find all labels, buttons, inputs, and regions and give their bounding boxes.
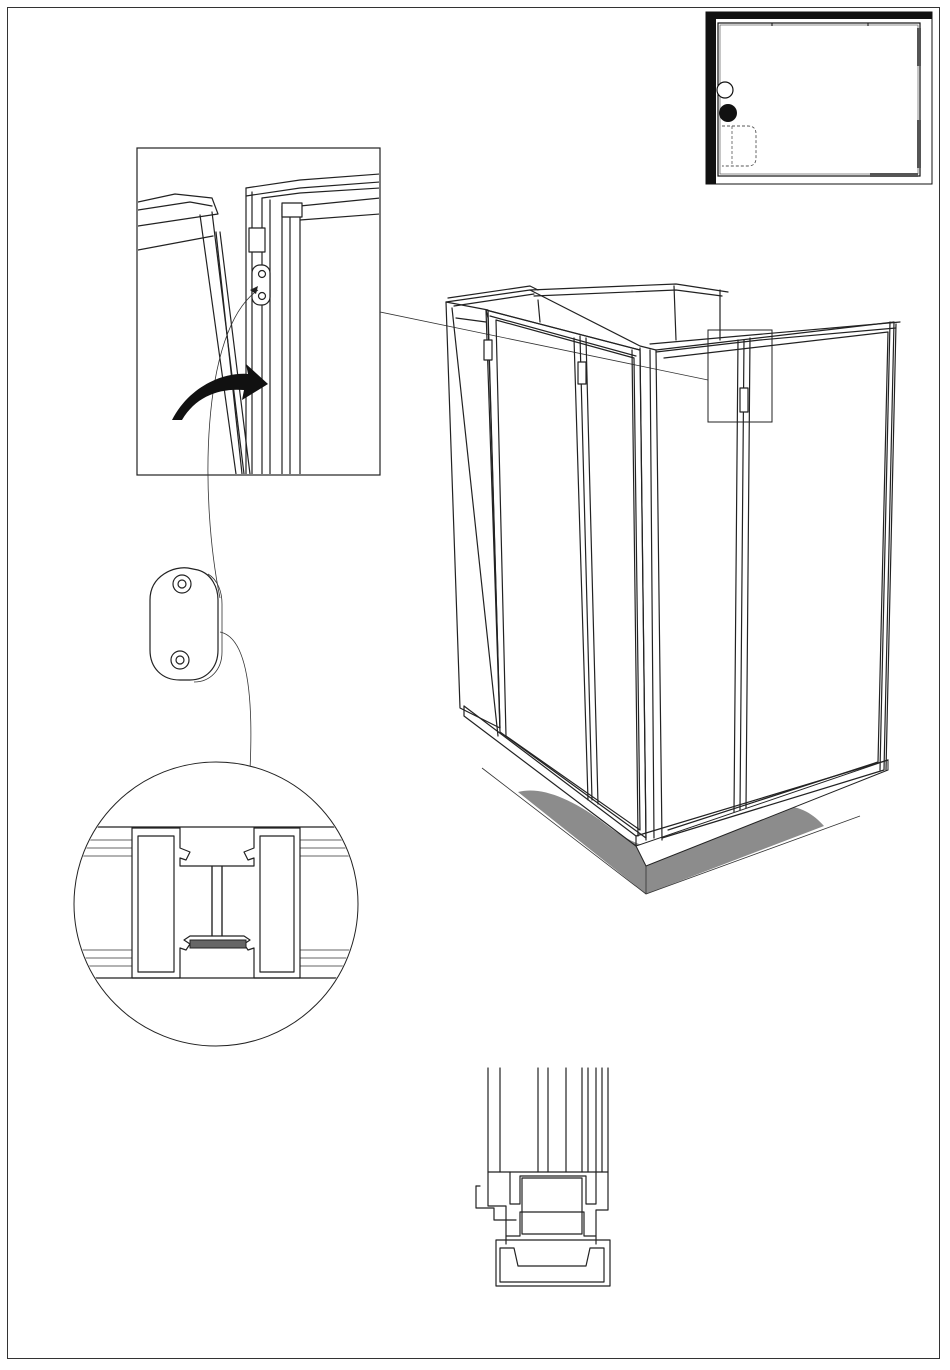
detail-box xyxy=(137,148,380,598)
circular-section-view xyxy=(74,762,360,1046)
oval-bracket-icon xyxy=(150,568,222,682)
callout-line xyxy=(380,312,708,380)
gasket-strip xyxy=(190,940,246,948)
bottom-profile-section xyxy=(476,1068,610,1286)
plan-view-diagram xyxy=(706,12,932,184)
shower-enclosure-assembly xyxy=(446,284,900,894)
filled-circle-marker xyxy=(719,104,737,122)
open-circle-marker xyxy=(717,82,733,98)
plan-wall-left xyxy=(706,12,716,184)
plan-wall-top xyxy=(706,12,932,19)
